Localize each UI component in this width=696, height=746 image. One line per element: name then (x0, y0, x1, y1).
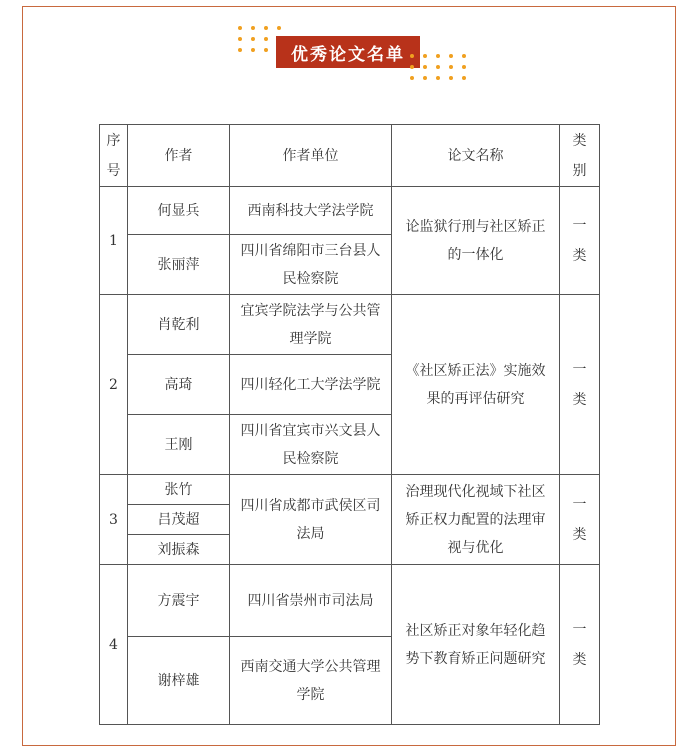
author-unit: 四川省宜宾市兴文县人民检察院 (230, 415, 392, 475)
table-header-row (100, 125, 600, 187)
row-no: 1 (100, 187, 128, 295)
row-no: 3 (100, 475, 128, 565)
author-name: 方震宇 (128, 565, 230, 637)
header-category: 类别 (560, 125, 600, 187)
author-name: 肖乾利 (128, 295, 230, 355)
author-name: 吕茂超 (128, 505, 230, 535)
author-unit: 四川省崇州市司法局 (230, 565, 392, 637)
paper-title: 治理现代化视域下社区矫正权力配置的法理审视与优化 (392, 475, 560, 565)
paper-title: 论监狱行刑与社区矫正的一体化 (392, 187, 560, 295)
author-name: 谢梓雄 (128, 637, 230, 725)
header-author: 作者 (128, 125, 230, 187)
header-unit: 作者单位 (230, 125, 392, 187)
paper-category: 一类 (560, 475, 600, 565)
paper-category: 一类 (560, 295, 600, 475)
author-name: 张竹 (128, 475, 230, 505)
row-no: 2 (100, 295, 128, 475)
author-name: 张丽萍 (128, 235, 230, 295)
table-row (100, 187, 600, 235)
award-table (99, 124, 600, 725)
author-unit: 四川轻化工大学法学院 (230, 355, 392, 415)
paper-title: 社区矫正对象年轻化趋势下教育矫正问题研究 (392, 565, 560, 725)
decor-dots-right (410, 54, 466, 80)
author-name: 刘振森 (128, 535, 230, 565)
page-title: 优秀论文名单 (276, 36, 420, 68)
author-name: 王刚 (128, 415, 230, 475)
decor-dots-left (238, 26, 281, 52)
table-row (100, 295, 600, 355)
paper-category: 一类 (560, 565, 600, 725)
paper-title: 《社区矫正法》实施效果的再评估研究 (392, 295, 560, 475)
header-title: 论文名称 (392, 125, 560, 187)
author-unit: 西南交通大学公共管理学院 (230, 637, 392, 725)
table-row (100, 475, 600, 505)
header-no: 序号 (100, 125, 128, 187)
paper-category: 一类 (560, 187, 600, 295)
row-no: 4 (100, 565, 128, 725)
author-name: 高琦 (128, 355, 230, 415)
author-name: 何显兵 (128, 187, 230, 235)
author-unit: 宜宾学院法学与公共管理学院 (230, 295, 392, 355)
author-unit: 四川省成都市武侯区司法局 (230, 475, 392, 565)
author-unit: 四川省绵阳市三台县人民检察院 (230, 235, 392, 295)
author-unit: 西南科技大学法学院 (230, 187, 392, 235)
table-row (100, 565, 600, 637)
title-banner (0, 0, 696, 90)
